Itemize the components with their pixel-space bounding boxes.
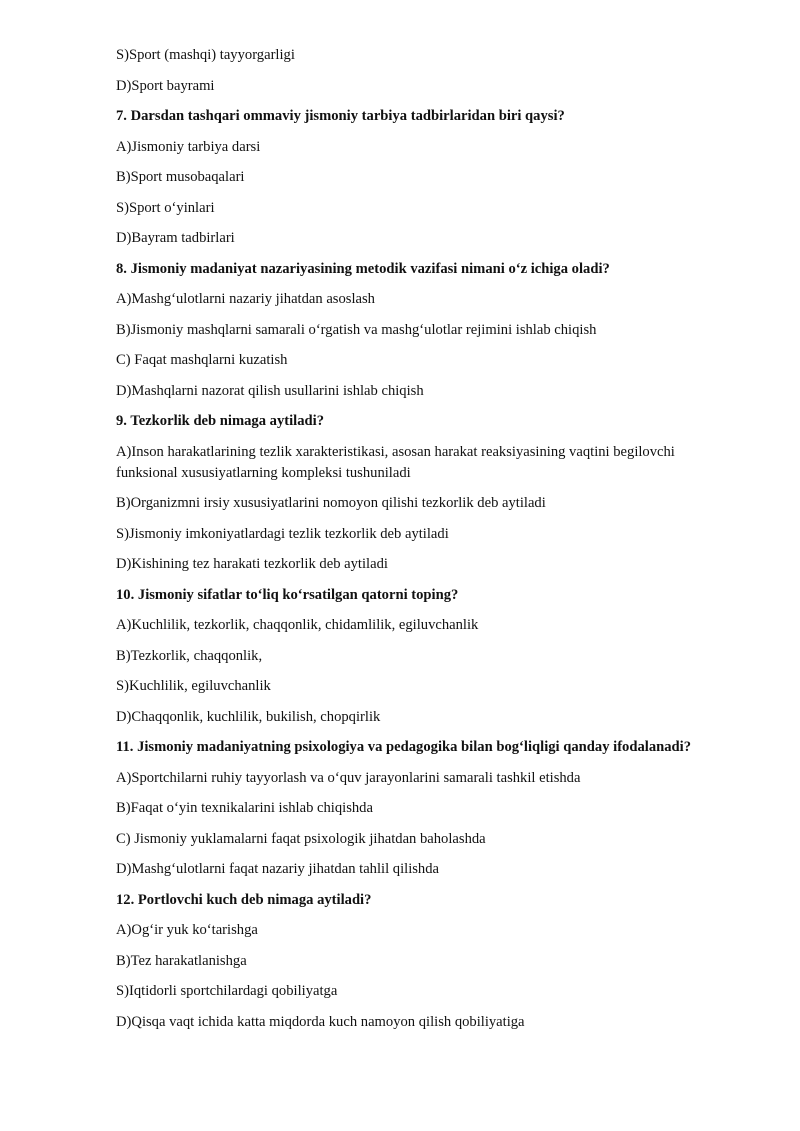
answer-option: D)Mashqlarni nazorat qilish usullarini ishlab chiqish xyxy=(116,382,424,399)
answer-option: D)Sport bayrami xyxy=(116,77,215,94)
answer-option: B)Tezkorlik, chaqqonlik, xyxy=(116,647,263,664)
answer-option: D)Bayram tadbirlari xyxy=(116,230,235,246)
answer-option: B)Jismoniy mashqlarni samarali o‘rgatish va mashg‘ulotlar rejimini ishlab chiqish xyxy=(116,321,597,338)
answer-option: B)Tez harakatlanishga xyxy=(116,952,247,969)
answer-option: C) Jismoniy yuklamalarni faqat psixologik jihatdan baholashda xyxy=(116,830,486,847)
answer-option: S)Sport o‘yinlari xyxy=(116,199,215,216)
answer-option: S)Kuchlilik, egiluvchanlik xyxy=(116,678,271,694)
answer-option: B)Organizmni irsiy xususiyatlarini nomoyon qilishi tezkorlik deb aytiladi xyxy=(116,495,546,511)
answer-option: A)Kuchlilik, tezkorlik, chaqqonlik, chidamlilik, egiluvchanlik xyxy=(116,617,479,633)
answer-option: A)Mashg‘ulotlarni nazariy jihatdan asoslash xyxy=(116,291,375,307)
answer-option: C) Faqat mashqlarni kuzatish xyxy=(116,352,288,368)
question-text: 7. Darsdan tashqari ommaviy jismoniy tarbiya tadbirlaridan biri qaysi? xyxy=(116,108,565,124)
answer-option: B)Faqat o‘yin texnikalarini ishlab chiqishda xyxy=(116,800,373,816)
answer-option: D)Kishining tez harakati tezkorlik deb aytiladi xyxy=(116,556,388,572)
answer-option: A)Og‘ir yuk ko‘tarishga xyxy=(116,922,258,938)
answer-option: A)Inson harakatlarining tezlik xarakteristikasi, asosan harakat reaksiyasining vaqtini begilovchi funksional xususiyatlarning kompleksi tushuniladi xyxy=(116,443,675,481)
document-page xyxy=(116,45,736,1042)
question-text: 12. Portlovchi kuch deb nimaga aytiladi? xyxy=(116,891,372,908)
answer-option: D)Qisqa vaqt ichida katta miqdorda kuch namoyon qilish qobiliyatiga xyxy=(116,1013,525,1030)
question-text: 10. Jismoniy sifatlar to‘liq ko‘rsatilgan qatorni toping? xyxy=(116,586,459,603)
answer-option: S)Iqtidorli sportchilardagi qobiliyatga xyxy=(116,983,338,999)
answer-option: B)Sport musobaqalari xyxy=(116,169,245,185)
answer-option: D)Chaqqonlik, kuchlilik, bukilish, chopqirlik xyxy=(116,708,381,725)
question-text: 9. Tezkorlik deb nimaga aytiladi? xyxy=(116,413,324,429)
answer-option: A)Sportchilarni ruhiy tayyorlash va o‘quv jarayonlarini samarali tashkil etishda xyxy=(116,769,581,786)
answer-option: S)Sport (mashqi) tayyorgarligi xyxy=(116,47,295,63)
question-text: 8. Jismoniy madaniyat nazariyasining metodik vazifasi nimani o‘z ichiga oladi? xyxy=(116,260,610,277)
question-text: 11. Jismoniy madaniyatning psixologiya va pedagogika bilan bog‘liqligi qanday ifodalanadi? xyxy=(116,739,691,755)
answer-option: D)Mashg‘ulotlarni faqat nazariy jihatdan tahlil qilishda xyxy=(116,861,439,877)
answer-option: A)Jismoniy tarbiya darsi xyxy=(116,138,261,155)
answer-option: S)Jismoniy imkoniyatlardagi tezlik tezkorlik deb aytiladi xyxy=(116,525,449,542)
